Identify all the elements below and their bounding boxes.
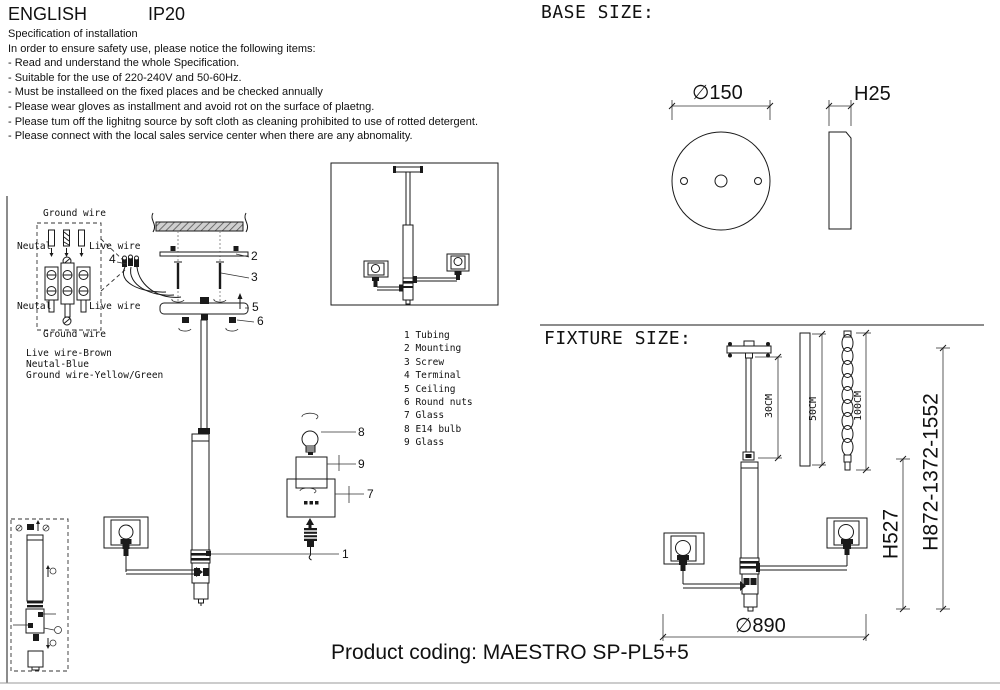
wire-color-legend	[26, 349, 163, 382]
total-height-label: H872-1372-1552	[919, 393, 943, 551]
long-screws	[172, 262, 226, 302]
fs-left-shade	[664, 533, 704, 571]
wiring-diagram	[37, 223, 126, 330]
fixture-diameter-label: ∅890	[735, 615, 786, 637]
base-size-drawing	[669, 100, 854, 230]
ground-symbol-bottom	[63, 317, 71, 325]
spec-item: - Please tum off the lighitng source by soft cloth as cleaning prohibited to use of rotted detergent.	[8, 115, 479, 128]
rod-length-label: 30CM	[764, 393, 775, 419]
inner-glass	[296, 457, 327, 488]
callout-6: 6	[257, 314, 264, 328]
fs-right-shade	[827, 518, 867, 555]
base-size-title: BASE SIZE:	[541, 2, 655, 23]
legend-live: Live wire-Brown	[26, 348, 112, 359]
spec-item: - Must be installeed on the fixed places and be checked annually	[8, 86, 323, 99]
callout-5: 5	[252, 300, 259, 314]
assembly-diagram	[104, 213, 364, 606]
rod-length-2-label: 50CM	[808, 396, 819, 422]
detail-box	[11, 519, 68, 671]
legend-neutral: Neutal-Blue	[26, 358, 89, 370]
center-tube	[191, 434, 210, 606]
part-item: 5 Ceiling	[404, 383, 456, 395]
fixture-size-title: FIXTURE SIZE:	[544, 328, 692, 349]
wiring-live-bottom-label: Live wire	[89, 301, 141, 312]
bulb-icon	[302, 413, 318, 455]
callout-8: 8	[358, 425, 365, 439]
wiring-ground-top-label: Ground wire	[43, 208, 106, 219]
spec-item: - Please connect with the local sales service center when there are any abnomality.	[8, 130, 413, 143]
part-item: 3 Screw	[404, 356, 445, 368]
part-item: 6 Round nuts	[404, 397, 473, 409]
spec-block	[8, 27, 478, 144]
legend-ground: Ground wire-Yellow/Green	[26, 369, 164, 381]
spec-item: - Read and understand the whole Specification.	[8, 57, 240, 70]
inset-overview	[331, 163, 498, 305]
ceiling-slab	[152, 213, 248, 232]
spec-title: Specification of installation	[8, 28, 138, 40]
callout-1: 1	[342, 547, 349, 561]
callout-4: 4	[109, 252, 116, 266]
part-item: 2 Mounting	[404, 343, 462, 355]
fs-tube	[740, 462, 759, 611]
callout-9: 9	[358, 457, 365, 471]
outer-glass	[287, 479, 335, 517]
ip-rating-label: IP20	[148, 4, 186, 24]
part-item: 9 Glass	[404, 437, 445, 449]
spec-intro: In order to ensure safety use, please notice the following items:	[8, 42, 316, 55]
wiring-neutral-bottom-label: Neutal	[17, 301, 52, 312]
wiring-ground-bottom-label: Ground wire	[43, 329, 106, 340]
left-shade-assembly	[104, 517, 203, 577]
wiring-neutral-top-label: Neutal	[17, 241, 52, 252]
chain-length-label: 100CM	[853, 390, 864, 422]
fixture-size-drawing	[660, 330, 950, 641]
product-coding: Product coding: MAESTRO SP-PL5+5	[331, 641, 689, 664]
part-item: 8 E14 bulb	[404, 423, 462, 435]
terminal-wires	[122, 255, 181, 297]
base-diameter-label: ∅150	[692, 82, 743, 104]
wiring-screws	[49, 230, 85, 257]
body-height-label: H527	[879, 508, 903, 560]
spec-item: - Suitable for the use of 220-240V and 50-60Hz.	[8, 71, 242, 84]
callout-7: 7	[367, 487, 374, 501]
callout-3: 3	[251, 270, 258, 284]
part-item: 1 Tubing	[404, 330, 450, 341]
wiring-live-top-label: Live wire	[89, 241, 141, 252]
base-height-label: H25	[854, 83, 891, 105]
part-item: 7 Glass	[404, 410, 445, 422]
mounting-bar	[160, 246, 248, 256]
round-nuts	[179, 317, 238, 331]
language-label: ENGLISH	[8, 4, 88, 24]
spec-item: - Please wear gloves as installment and avoid rot on the surface of plaetng.	[8, 100, 375, 113]
part-item: 4 Terminal	[404, 370, 462, 382]
callout-2: 2	[251, 249, 258, 263]
hanging-rod	[198, 320, 210, 434]
fs-arms	[683, 555, 847, 591]
fs-canopy	[727, 341, 771, 358]
parts-list	[404, 329, 473, 450]
terminal-block	[45, 263, 90, 317]
